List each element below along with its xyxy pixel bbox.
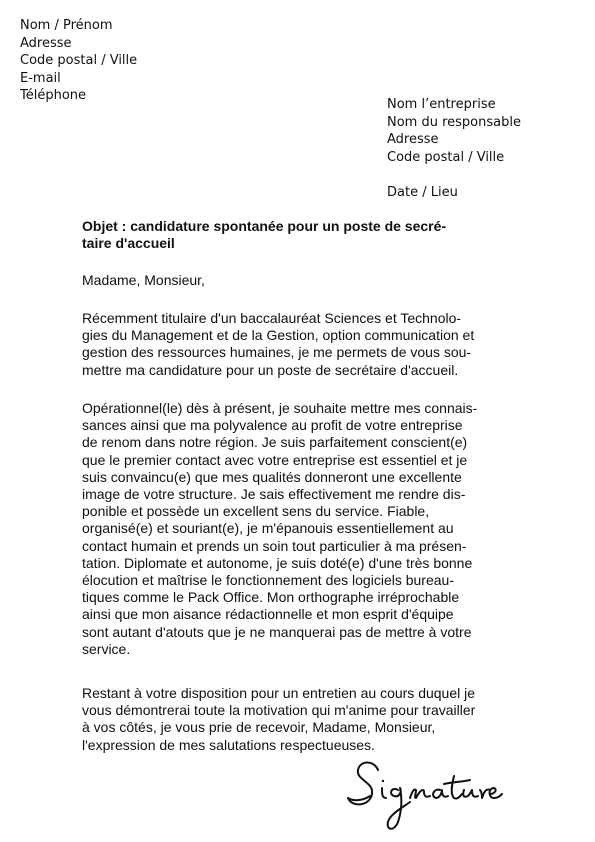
paragraph-closing (82, 685, 512, 754)
subject-line: taire d'accueil (82, 235, 175, 252)
handwritten-signature (344, 752, 504, 834)
recipient-block (387, 96, 521, 202)
paragraph-line: de renom dans notre région. Je suis parfaitement conscient(e) (82, 434, 468, 451)
paragraph-line: service. (82, 640, 131, 657)
paragraph-line: image de votre structure. Je sais effectivement me rendre dis- (82, 486, 466, 503)
paragraph-line: sances ainsi que ma polyvalence au profit de votre entreprise (82, 417, 463, 434)
recipient-address: Adresse (387, 132, 439, 147)
paragraph-line: mettre ma candidature pour un poste de secrétaire d'accueil. (82, 361, 459, 378)
signature-drawing (344, 752, 504, 834)
paragraph-line: tation. Diplomate et autonome, je suis doté(e) d'une très bonne (82, 554, 473, 571)
letter-subject (82, 218, 512, 252)
paragraph-line: l'expression de mes salutations respectueuses. (82, 736, 375, 753)
paragraph-line: Restant à votre disposition pour un entretien au cours duquel je (82, 685, 476, 701)
paragraph-line: gies du Management et de la Gestion, option communication et (82, 327, 475, 344)
paragraph-line: ponible et possède un excellent sens du service. Fiable, (82, 503, 430, 520)
paragraph-qualities (82, 400, 512, 658)
sender-name: Nom / Prénom (20, 18, 113, 33)
paragraph-line: à vos côtés, je vous prie de recevoir, Madame, Monsieur, (82, 719, 436, 736)
sender-phone: Téléphone (20, 88, 87, 103)
paragraph-diploma (82, 310, 512, 379)
paragraph-line: suis convaincu(e) que mes qualités donneront une excellente (82, 468, 462, 485)
paragraph-line: Opérationnel(le) dès à présent, je souhaite mettre mes connais- (82, 400, 478, 416)
paragraph-line: tiques comme le Pack Office. Mon orthographe irréprochable (82, 589, 460, 606)
sender-block (20, 17, 137, 105)
subject-line: Objet : candidature spontanée pour un poste de secré- (82, 218, 447, 234)
sender-address: Adresse (20, 35, 72, 51)
paragraph-line: que le premier contact avec votre entreprise est essentiel et je (82, 451, 468, 468)
paragraph-line: sont autant d'atouts que je ne manquerai pas de mettre à votre (82, 623, 472, 640)
paragraph-line: organisé(e) et souriant(e), je m'épanouis essentiellement au (82, 520, 454, 537)
sender-postcode-city: Code postal / Ville (20, 53, 138, 68)
paragraph-line: élocution et maîtrise le fonctionnement des logiciels bureau- (82, 572, 454, 589)
recipient-company: Nom l’entreprise (387, 97, 496, 112)
sender-email: E-mail (20, 70, 61, 86)
recipient-postcode-city: Code postal / Ville (387, 149, 505, 165)
letter-salutation: Madame, Monsieur, (82, 272, 205, 288)
paragraph-line: Récemment titulaire d'un baccalauréat Sciences et Technolo- (82, 310, 462, 326)
date-place: Date / Lieu (387, 185, 458, 200)
paragraph-line: vous démontrerai toute la motivation qui m'anime pour travailler (82, 702, 476, 719)
paragraph-line: ainsi que mon aisance rédactionnelle et mon esprit d'équipe (82, 606, 454, 623)
paragraph-line: gestion des ressources humaines, je me permets de vous sou- (82, 344, 472, 361)
recipient-manager: Nom du responsable (387, 114, 521, 130)
paragraph-line: contact humain et prends un soin tout particulier à ma présen- (82, 537, 467, 554)
